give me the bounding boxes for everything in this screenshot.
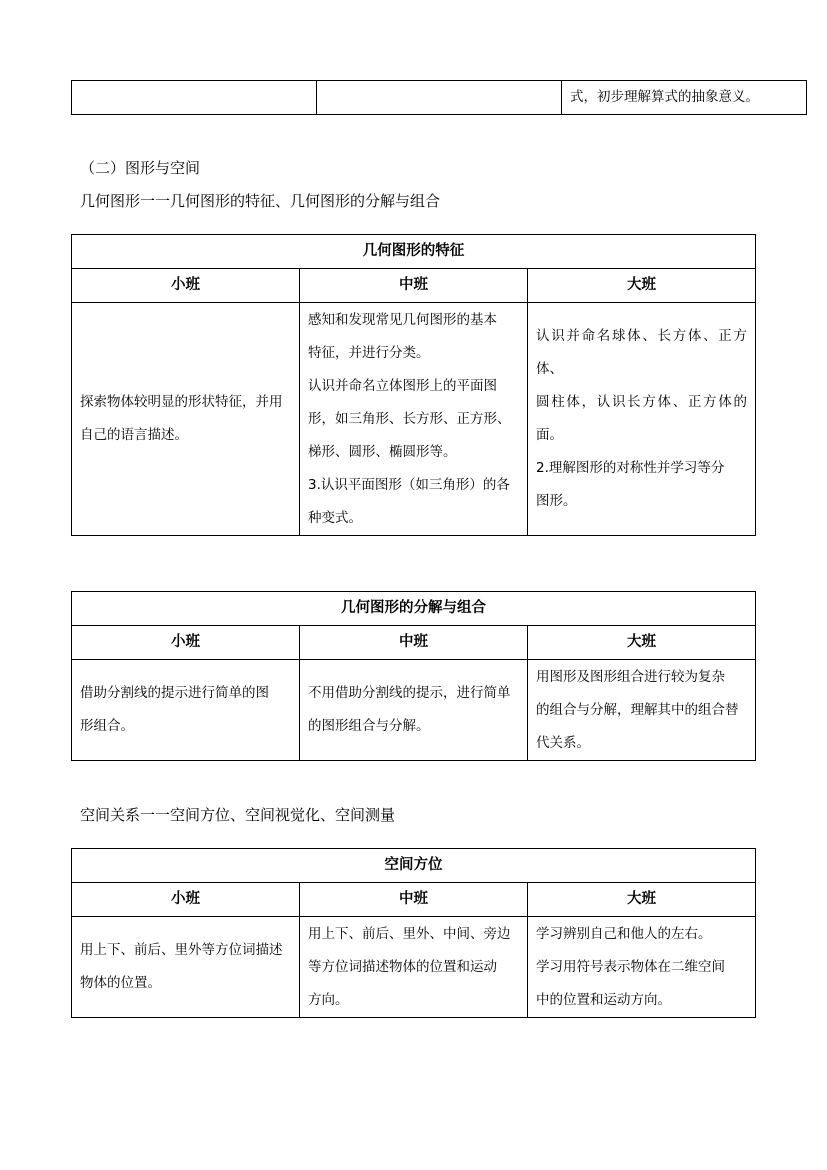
- header-small: 小班: [72, 269, 300, 303]
- cell-large: 学习辨别自己和他人的左右。 学习用符号表示物体在二维空间 中的位置和运动方向。: [528, 917, 756, 1018]
- table-title: 空间方位: [72, 849, 756, 883]
- table-shape-features: [71, 234, 756, 536]
- top-cell-1: [72, 81, 317, 115]
- table-title: 几何图形的分解与组合: [72, 592, 756, 626]
- cell-large: 认识并命名球体、长方体、正方体、 圆柱体，认识长方体、正方体的面。 2.理解图形的对称性并学习等分 图形。: [528, 303, 756, 536]
- header-small: 小班: [72, 883, 300, 917]
- header-middle: 中班: [300, 626, 528, 660]
- top-partial-table: [71, 80, 807, 115]
- cell-small: 借助分割线的提示进行简单的图 形组合。: [72, 660, 300, 761]
- header-large: 大班: [528, 626, 756, 660]
- header-large: 大班: [528, 883, 756, 917]
- header-middle: 中班: [300, 883, 528, 917]
- cell-middle: 不用借助分割线的提示，进行简单 的图形组合与分解。: [300, 660, 528, 761]
- top-cell-3: 式，初步理解算式的抽象意义。: [562, 81, 807, 115]
- header-small: 小班: [72, 626, 300, 660]
- cell-large: 用图形及图形组合进行较为复杂 的组合与分解，理解其中的组合替 代关系。: [528, 660, 756, 761]
- section-heading: （二）图形与空间: [80, 159, 201, 177]
- header-large: 大班: [528, 269, 756, 303]
- table-spatial-orientation: [71, 848, 756, 1018]
- cell-middle: 感知和发现常见几何图形的基本 特征，并进行分类。 认识并命名立体图形上的平面图 形，如三角形、长方形、正方形、 梯形、圆形、椭圆形等。 3.认识平面图形（如三角形）的各 种变式。: [300, 303, 528, 536]
- cell-middle: 用上下、前后、里外、中间、旁边 等方位词描述物体的位置和运动 方向。: [300, 917, 528, 1018]
- table-decomposition: [71, 591, 756, 761]
- header-middle: 中班: [300, 269, 528, 303]
- top-cell-2: [317, 81, 562, 115]
- subtitle-geometry: 几何图形一一几何图形的特征、几何图形的分解与组合: [80, 192, 441, 210]
- cell-small: 探索物体较明显的形状特征，并用 自己的语言描述。: [72, 303, 300, 536]
- table-title: 几何图形的特征: [72, 235, 756, 269]
- subtitle-space: 空间关系一一空间方位、空间视觉化、空间测量: [80, 806, 396, 824]
- cell-small: 用上下、前后、里外等方位词描述 物体的位置。: [72, 917, 300, 1018]
